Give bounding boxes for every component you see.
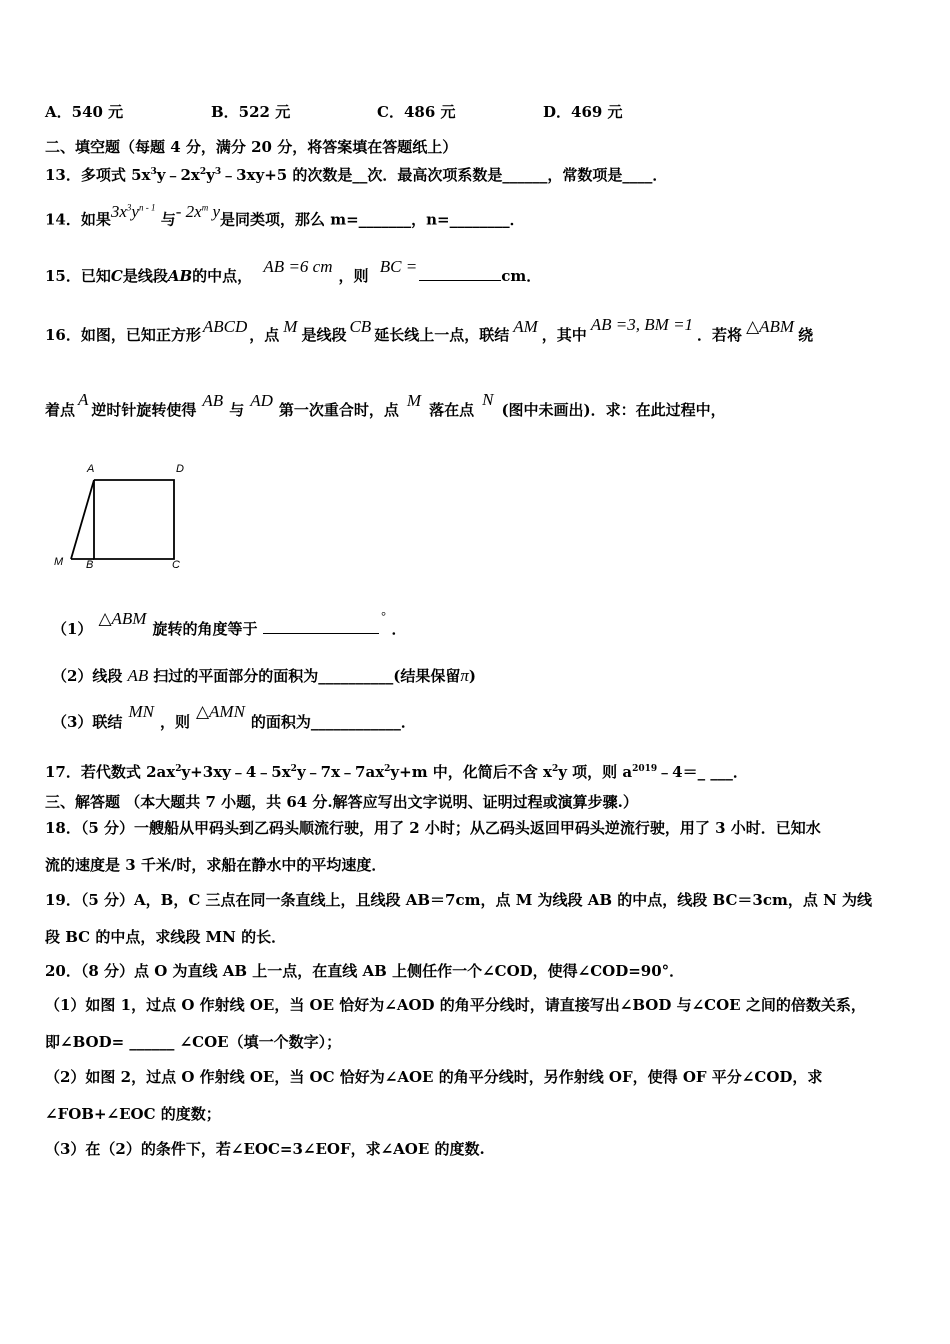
label-b: B	[86, 559, 94, 571]
question-17: 17．若代数式 $2ax^2y+3xy﹣4﹣5x^2y﹣7x﹣7ax^2y+m$ 中，化简后不含 $x^2y$ 项，则 $a^{2019}﹣4=\_$ ___．	[45, 763, 748, 781]
question-20-part-2b: ∠FOB+∠EOC 的度数；	[45, 1105, 221, 1123]
question-15: 15．已知C是线段AB的中点， AB =6 cm ，则 BC = cm．	[45, 257, 542, 285]
question-19-line-2: 段 BC 的中点，求线段 MN 的长．	[45, 928, 287, 946]
choice-a: A．540 元	[45, 103, 124, 121]
label-d: D	[176, 463, 184, 475]
question-19-line-1: 19．（5 分）A，B，C 三点在同一条直线上，且线段 AB＝7cm，点 M 为线段 AB 的中点，线段 BC＝3cm，点 N 为线	[45, 891, 873, 909]
question-14: 14．如果$3x^3y^{n - 1}$ 与- $2x^m$ y是同类项，那么 m=_______，n=________．	[45, 201, 525, 229]
question-16-part-2: （2）线段 AB 扫过的平面部分的面积为__________(结果保留π)	[52, 666, 476, 685]
question-20-part-2a: （2）如图 2，过点 O 作射线 OE，当 OC 恰好为∠AOE 的角平分线时，另作射线 OF，使得 OF 平分∠COD，求	[45, 1068, 823, 1086]
section-2-heading: 二、填空题（每题 4 分，满分 20 分，将答案填在答题纸上）	[45, 138, 458, 156]
question-13: 13．多项式 $5x^3y﹣2x^2y^3﹣3xy+5$ 的次数是__次．最高次项系数是______，常数项是____．	[45, 166, 668, 184]
question-20-part-3: （3）在（2）的条件下，若∠EOC=3∠EOF，求∠AOE 的度数.	[45, 1140, 485, 1158]
label-m: M	[54, 556, 64, 568]
question-16-part-3: （3）联结MN，则△AMN的面积为____________．	[52, 702, 416, 731]
segment-am	[71, 480, 94, 559]
choice-c: C．486 元	[377, 103, 456, 121]
question-18-line-1: 18．（5 分）一艘船从甲码头到乙码头顺流行驶，用了 2 小时；从乙码头返回甲码头逆流行驶，用了 3 小时．已知水	[45, 819, 821, 837]
label-a: A	[87, 463, 95, 475]
label-c: C	[172, 559, 180, 571]
question-16-line-1: 16．如图，已知正方形 ABCD ，点 M 是线段 CB 延长线上一点，联结 AM ，其中AB =3, BM =1．若将 △ABM 绕	[45, 315, 814, 344]
question-20-part-1b: 即∠BOD= ______ ∠COE（填一个数字）；	[45, 1033, 342, 1051]
choice-d: D．469 元	[543, 103, 623, 121]
choice-b: B．522 元	[211, 103, 291, 121]
question-18-line-2: 流的速度是 3 千米/时，求船在静水中的平均速度．	[45, 856, 387, 874]
question-20-line-1: 20．（8 分）点 O 为直线 AB 上一点，在直线 AB 上侧任作一个∠COD，使得∠COD=90°．	[45, 962, 685, 980]
square-abcd	[94, 480, 174, 559]
question-16-part-1: （1）△ABM旋转的角度等于 °．	[52, 609, 407, 638]
square-figure	[50, 455, 200, 575]
section-3-heading: 三、解答题 （本大题共 7 小题，共 64 分.解答应写出文字说明、证明过程或演算步骤.）	[45, 793, 638, 811]
question-16-line-2: 着点A逆时针旋转使得 AB 与 AD 第一次重合时，点 M 落在点N(图中未画出)．求：在此过程中，	[45, 390, 726, 419]
question-20-part-1a: （1）如图 1，过点 O 作射线 OE，当 OE 恰好为∠AOD 的角平分线时，请直接写出∠BOD 与∠COE 之间的倍数关系，	[45, 996, 866, 1014]
